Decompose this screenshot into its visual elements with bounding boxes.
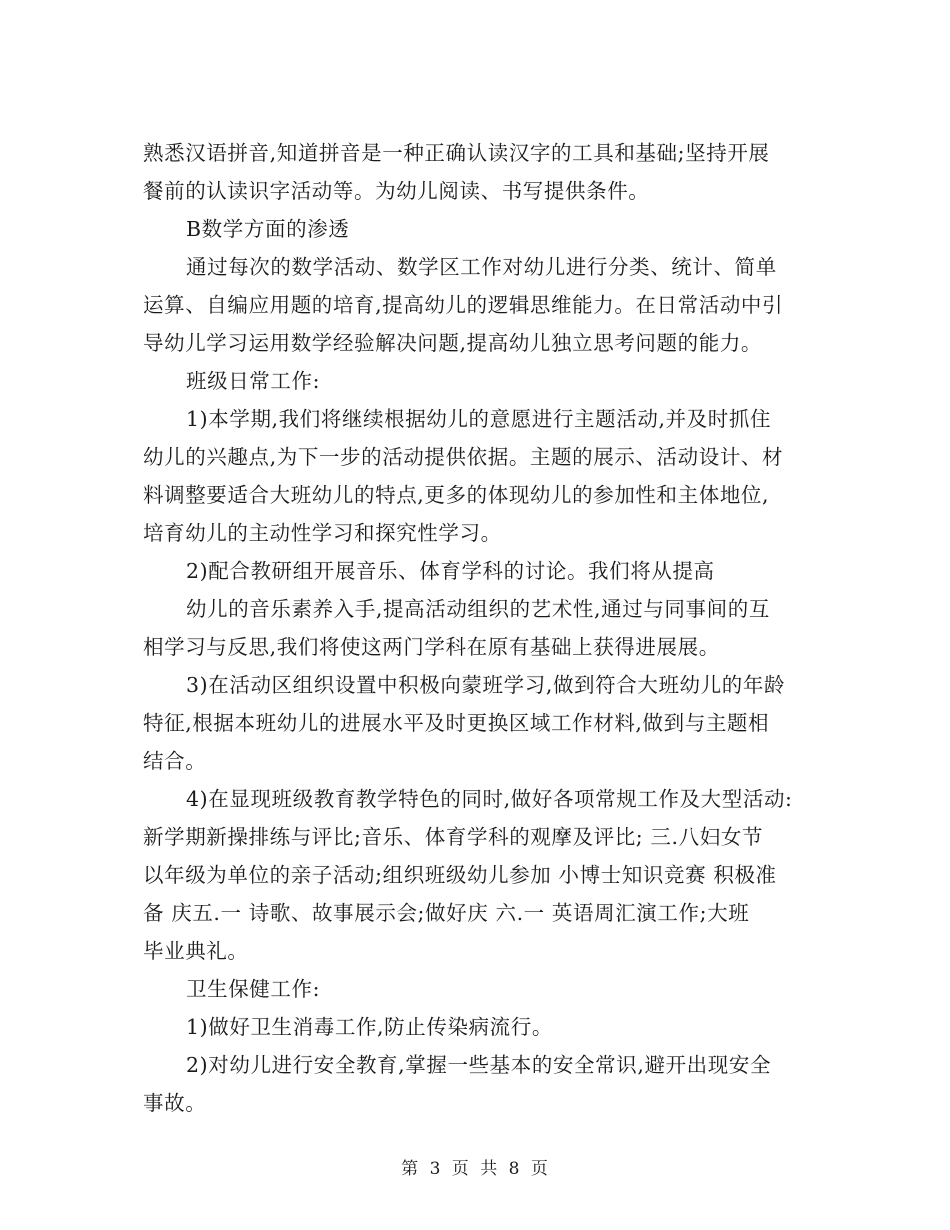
text-line: 4)在显现班级教育教学特色的同时,做好各项常规工作及大型活动: [186,787,793,811]
text-line: 1)本学期,我们将继续根据幼儿的意愿进行主题活动,并及时抓住 [186,407,772,431]
section-heading: 班级日常工作: [186,369,321,393]
footer-label-page: 第 [401,1159,420,1179]
text-line: 3)在活动区组织设置中积极向蒙班学习,做到符合大班幼儿的年龄 [186,673,786,697]
footer-label-unit-end: 页 [530,1159,549,1179]
text-line: 1)做好卫生消毒工作,防止传染病流行。 [186,1015,553,1039]
text-line: 导幼儿学习运用数学经验解决问题,提高幼儿独立思考问题的能力。 [143,331,763,355]
text-line: 幼儿的兴趣点,为下一步的活动提供依据。主题的展示、活动设计、材 [143,445,784,469]
text-line: 特征,根据本班幼儿的进展水平及时更换区域工作材料,做到与主题相 [143,711,770,735]
text-line: 幼儿的音乐素养入手,提高活动组织的艺术性,通过与同事间的互 [186,597,770,621]
text-line: 2)配合教研组开展音乐、体育学科的讨论。我们将从提高 [186,559,715,583]
text-line: 以年级为单位的亲子活动;组织班级幼儿参加 小博士知识竞赛 积极准 [143,863,777,887]
text-line: 结合。 [143,749,207,773]
text-line: 相学习与反思,我们将使这两门学科在原有基础上获得进展展。 [143,635,720,659]
footer-label-unit: 页 [451,1159,470,1179]
text-line: 运算、自编应用题的培育,提高幼儿的逻辑思维能力。在日常活动中引 [143,293,784,317]
text-line: 2)对幼儿进行安全教育,掌握一些基本的安全常识,避开出现安全 [186,1053,772,1077]
current-page-number: 3 [429,1159,442,1179]
total-pages-number: 8 [508,1159,521,1179]
text-line: 培育幼儿的主动性学习和探究性学习。 [143,521,502,545]
text-line: 餐前的认读识字活动等。为幼儿阅读、书写提供条件。 [143,179,650,203]
text-line: 料调整要适合大班幼儿的特点,更多的体现幼儿的参加性和主体地位, [143,483,770,507]
page-footer [0,1158,950,1180]
text-line: 通过每次的数学活动、数学区工作对幼儿进行分类、统计、简单 [186,255,777,279]
section-heading: 卫生保健工作: [186,977,321,1001]
footer-label-total: 共 [480,1159,499,1179]
text-line: 新学期新操排练与评比;音乐、体育学科的观摩及评比; 三.八妇女节 [143,825,764,849]
text-line: 熟悉汉语拼音,知道拼音是一种正确认读汉字的工具和基础;坚持开展 [143,141,770,165]
section-heading: B数学方面的渗透 [186,217,350,241]
text-line: 毕业典礼。 [143,939,249,963]
text-line: 事故。 [143,1091,207,1115]
text-line: 备 庆五.一 诗歌、故事展示会;做好庆 六.一 英语周汇演工作;大班 [143,901,750,925]
